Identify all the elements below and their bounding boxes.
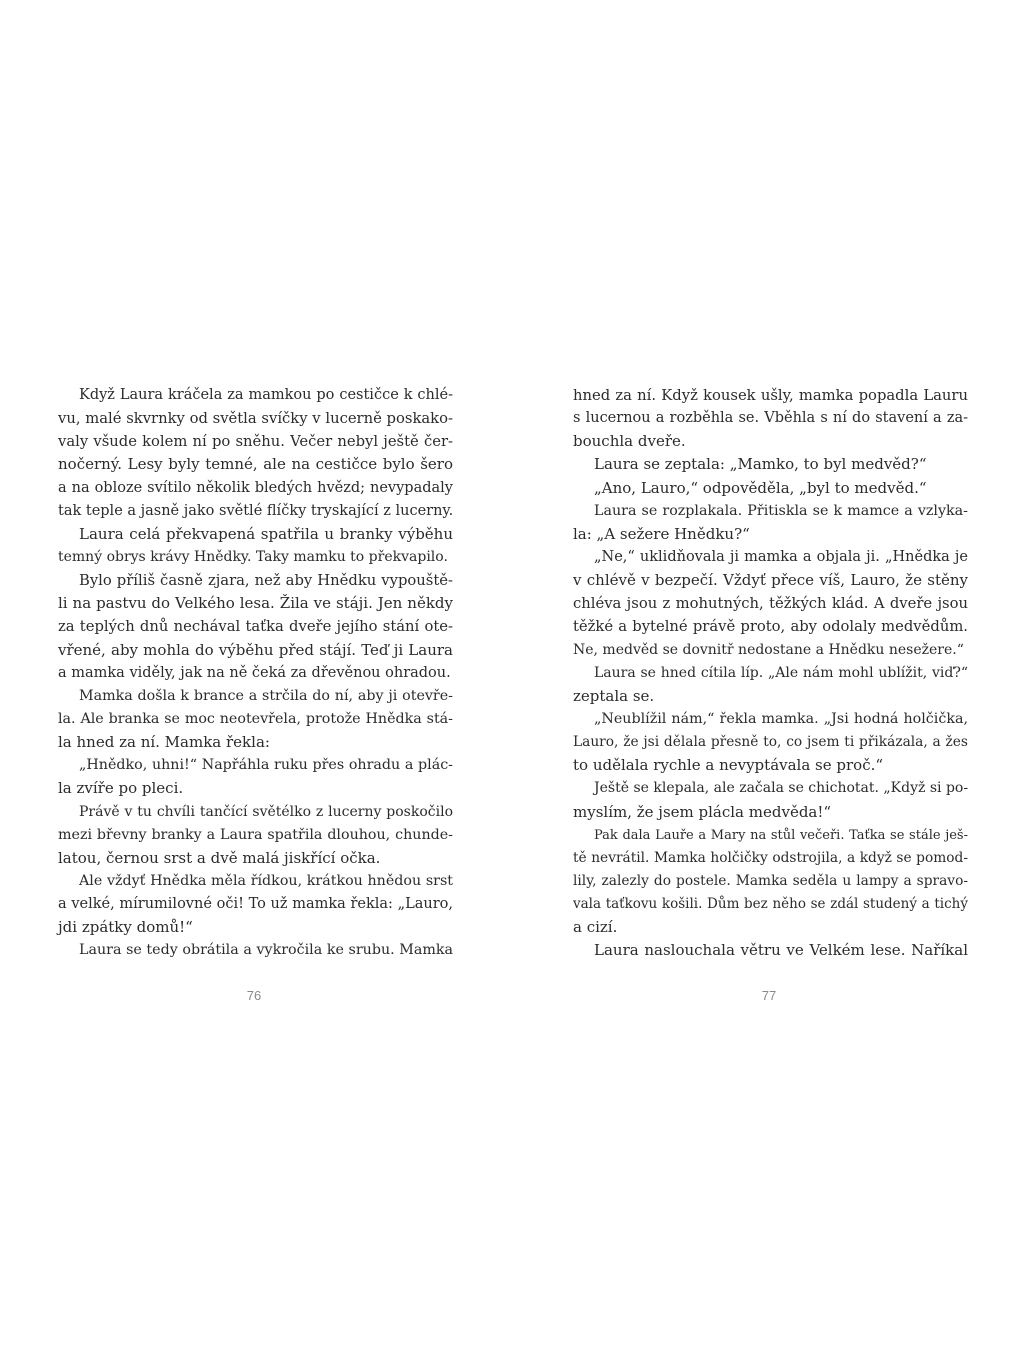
text-line: lily, zalezly do postele. Mamka seděla u lampy a spravo- <box>573 872 968 889</box>
text-line: mezi břevny branky a Laura spatřila dlouhou, chunde- <box>58 826 453 843</box>
text-line: Právě v tu chvíli tančící světélko z lucerny poskočilo <box>79 803 453 820</box>
text-line: Laura celá překvapená spatřila u branky výběhu <box>79 524 453 543</box>
right-page-number: 77 <box>761 988 777 1003</box>
text-line: temný obrys krávy Hnědky. Taky mamku to překvapilo. <box>58 548 448 565</box>
text-line: Když Laura kráčela za mamkou po cestičce k chlé- <box>79 387 453 403</box>
text-line: Pak dala Lauře a Mary na stůl večeři. Taťka se stále ješ- <box>594 827 968 843</box>
text-line: la zvíře po pleci. <box>58 779 184 798</box>
text-line: a mamka viděly, jak na ně čeká za dřevěnou ohradou. <box>58 664 451 681</box>
text-line: v chlévě v bezpečí. Vždyť přece víš, Lauro, že stěny <box>573 571 968 590</box>
text-line: li na pastvu do Velkého lesa. Žila ve stáji. Jen někdy <box>58 594 453 613</box>
left-page-number: 76 <box>246 988 262 1003</box>
text-line: valy všude kolem ní po sněhu. Večer nebyl ještě čer- <box>58 433 453 451</box>
text-line: „Hnědko, uhni!“ Napřáhla ruku přes ohradu a plác- <box>79 757 453 774</box>
text-line: s lucernou a rozběhla se. Vběhla s ní do stavení a za- <box>573 410 968 427</box>
text-line: Bylo příliš časně zjara, než aby Hnědku vypouště- <box>79 572 453 590</box>
text-line: tak teple a jasně jako světlé flíčky tryskající z lucerny. <box>58 502 454 519</box>
text-line: vala taťkovu košili. Dům bez něho se zdál studený a tichý <box>573 896 968 913</box>
text-line: hned za ní. Když kousek ušly, mamka popadla Lauru <box>573 387 968 404</box>
text-line: tě nevrátil. Mamka holčičky odstrojila, a když se pomod- <box>573 849 968 866</box>
text-line: Laura se zeptala: „Mamko, to byl medvěd?“ <box>594 455 927 474</box>
text-line: vřené, aby mohla do výběhu před stájí. Teď ji Laura <box>58 640 453 659</box>
text-line: za teplých dnů nechával taťka dveře jejího stání ote- <box>58 618 453 636</box>
text-line: „Ano, Lauro,“ odpověděla, „byl to medvěd.“ <box>594 478 927 497</box>
text-line: myslím, že jsem plácla medvěda!“ <box>573 802 832 821</box>
text-line: zeptala se. <box>573 686 655 705</box>
text-line: a na obloze svítilo několik bledých hvězd; nevypadaly <box>58 479 453 496</box>
text-line: Laura se rozplakala. Přitiskla se k mamce a vzlyka- <box>594 502 968 519</box>
text-line: to udělala rychle a nevyptávala se proč.“ <box>573 756 884 775</box>
text-line: „Neublížil nám,“ řekla mamka. „Jsi hodná holčička, <box>594 710 968 727</box>
text-line: Mamka došla k brance a strčila do ní, aby ji otevře- <box>79 687 453 704</box>
text-line: Ještě se klepala, ale začala se chichotat. „Když si po- <box>594 780 969 797</box>
text-line: „Ne,“ uklidňovala ji mamka a objala ji. „Hnědka je <box>594 548 968 565</box>
text-line: a cizí. <box>573 918 618 937</box>
text-line: nočerný. Lesy byly temné, ale na cestičce bylo šero <box>58 455 453 474</box>
text-line: la hned za ní. Mamka řekla: <box>58 733 270 752</box>
text-line: bouchla dveře. <box>573 432 686 451</box>
text-line: vu, malé skvrnky od světla svíčky v lucerně poskako- <box>58 410 453 428</box>
text-line: Laura naslouchala větru ve Velkém lese. Naříkal <box>594 941 968 960</box>
text-line: Ne, medvěd se dovnitř nedostane a Hnědku nesežere.“ <box>573 641 964 658</box>
text-line: těžké a bytelné právě proto, aby odolaly medvědům. <box>573 618 968 636</box>
text-line: la: „A sežere Hnědku?“ <box>573 524 750 543</box>
text-line: Ale vždyť Hnědka měla řídkou, krátkou hnědou srst <box>79 872 453 889</box>
text-line: Laura se tedy obrátila a vykročila ke srubu. Mamka <box>79 942 453 959</box>
text-line: chléva jsou z mohutných, těžkých klád. A dveře jsou <box>573 595 968 613</box>
text-line: la. Ale branka se moc neotevřela, protože Hnědka stá- <box>58 710 453 727</box>
text-line: latou, černou srst a dvě malá jiskřící očka. <box>58 848 381 867</box>
text-line: jdi zpátky domů!“ <box>58 918 193 937</box>
text-line: a velké, mírumilovné oči! To už mamka řekla: „Lauro, <box>58 896 453 913</box>
text-line: Laura se hned cítila líp. „Ale nám mohl ublížit, viď?“ <box>594 664 968 681</box>
left-page-text <box>58 384 453 963</box>
text-line: Lauro, že jsi dělala přesně to, co jsem ti přikázala, a žes <box>573 734 968 751</box>
right-page-text <box>573 384 968 963</box>
